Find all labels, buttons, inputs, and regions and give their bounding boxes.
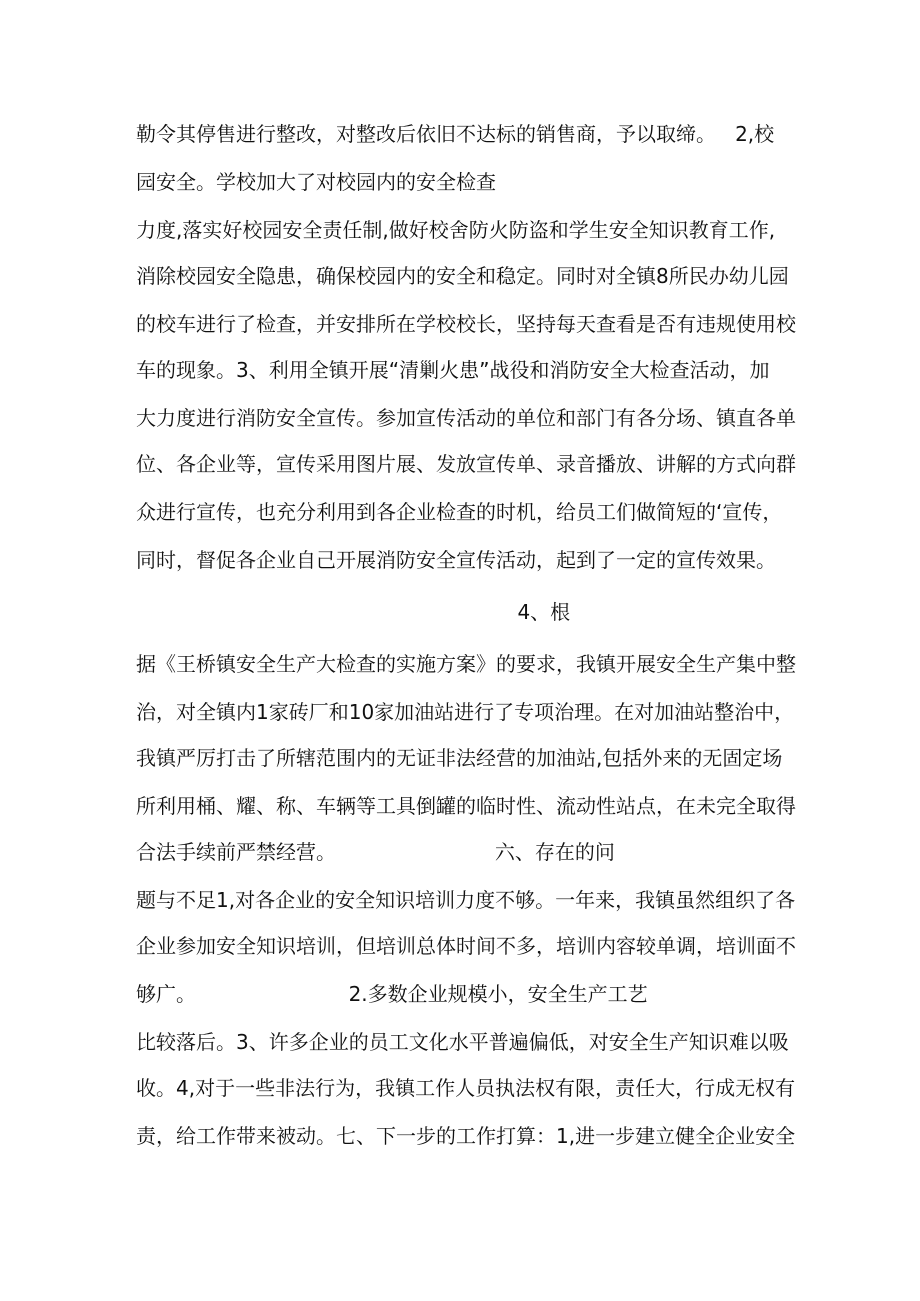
text-line: 责，给工作带来被动。七、下一步的工作打算：1,进一步建立健全企业安全	[136, 1124, 796, 1148]
text-line: 收。4,对于一些非法行为，我镇工作人员执法权有限，责任大，行成无权有	[136, 1076, 796, 1100]
text-line: 比较落后。3、许多企业的员工文化水平普遍偏低，对安全生产知识难以吸	[136, 1030, 789, 1054]
text-line: 我镇严厉打击了所辖范围内的无证非法经营的加油站,包括外来的无固定场	[136, 746, 783, 770]
text-line: 同时，督促各企业自己开展消防安全宣传活动，起到了一定的宣传效果。	[136, 548, 776, 572]
text-line: 力度,落实好校园安全责任制,做好校舍防火防盗和学生安全知识教育工作,	[136, 218, 776, 242]
text-line: 园安全。学校加大了对校园内的安全检查	[136, 170, 496, 194]
text-line: 合法手续前严禁经营。 六、存在的问	[136, 840, 615, 864]
text-line: 勒令其停售进行整改，对整改后依旧不达标的销售商，予以取缔。 2,校	[136, 122, 775, 146]
text-line: 据《王桥镇安全生产大检查的实施方案》的要求，我镇开展安全生产集中整	[136, 652, 796, 676]
text-line: 大力度进行消防安全宣传。参加宣传活动的单位和部门有各分场、镇直各单	[136, 406, 796, 430]
text-line: 题与不足1,对各企业的安全知识培训力度不够。一年来，我镇虽然组织了各	[136, 888, 796, 912]
text-line: 位、各企业等，宣传采用图片展、发放宣传单、录音播放、讲解的方式向群	[136, 452, 796, 476]
text-line: 治，对全镇内1家砖厂和10家加油站进行了专项治理。在对加油站整治中，	[136, 700, 795, 724]
text-line: 众进行宣传，也充分利用到各企业检查的时机，给员工们做简短的‘宣传，	[136, 500, 783, 524]
text-line: 消除校园安全隐患，确保校园内的安全和稳定。同时对全镇8所民办幼儿园	[136, 264, 789, 288]
text-line: 企业参加安全知识培训，但培训总体时间不多，培训内容较单调，培训面不	[136, 934, 796, 958]
text-line: 够广。 2.多数企业规模小，安全生产工艺	[136, 982, 648, 1006]
text-line: 车的现象。3、利用全镇开展“清剿火患”战役和消防安全大检查活动，加	[136, 358, 770, 382]
text-line: 所利用桶、耀、称、车辆等工具倒罐的临时性、流动性站点，在未完全取得	[136, 794, 796, 818]
text-line: 4、根	[136, 600, 571, 624]
text-line: 的校车进行了检查，并安排所在学校校长，坚持每天查看是否有违规使用校	[136, 312, 796, 336]
